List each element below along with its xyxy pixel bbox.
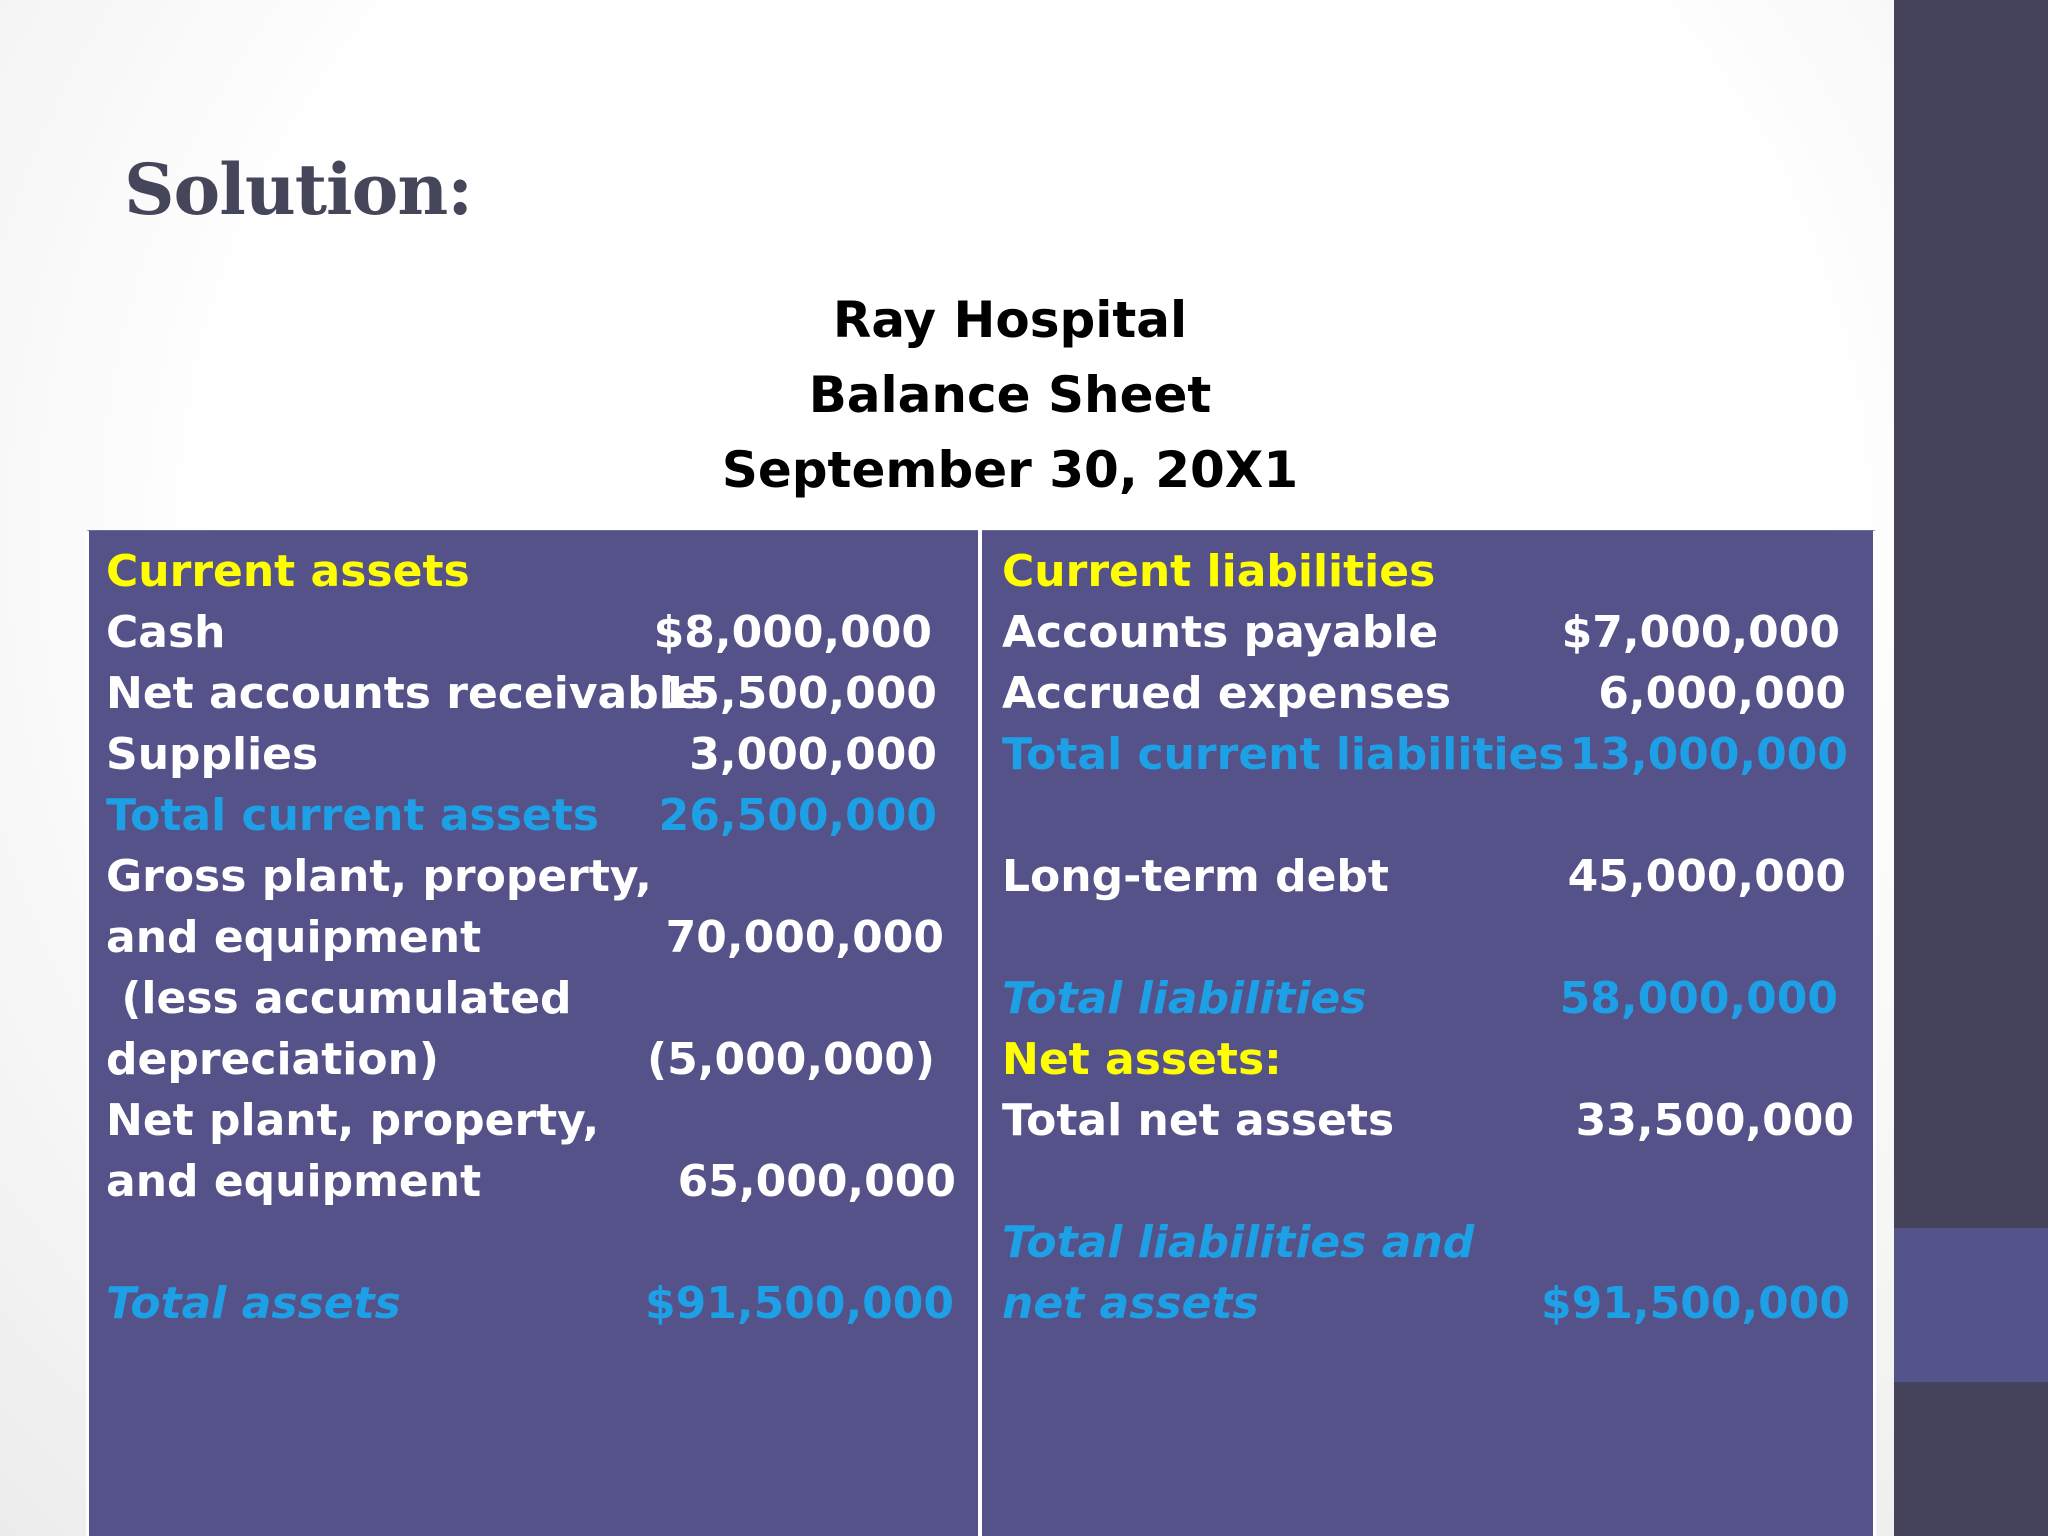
net-ppe-label-line2: and equipment (106, 1156, 482, 1207)
balance-sheet-header (86, 283, 1934, 508)
statement-name: Balance Sheet (808, 366, 1212, 424)
gross-ppe-amount: 70,000,000 (665, 912, 944, 963)
net-ppe-label-line1: Net plant, property, (106, 1095, 600, 1146)
total-current-liabilities-amount: 13,000,000 (1569, 729, 1848, 780)
gross-ppe-label-line1: Gross plant, property, (106, 851, 652, 902)
total-net-assets-label: Total net assets (1002, 1095, 1395, 1146)
total-current-liabilities-label: Total current liabilities (1002, 729, 1565, 780)
total-liabilities-amount: 58,000,000 (1559, 973, 1838, 1024)
sidebar-accent-block (1894, 1228, 2048, 1382)
organization-name: Ray Hospital (832, 291, 1188, 349)
net-ppe-amount: 65,000,000 (677, 1156, 956, 1207)
column-divider (978, 530, 982, 1536)
depreciation-label-line2: depreciation) (106, 1034, 440, 1085)
total-assets-amount: $91,500,000 (645, 1278, 954, 1329)
depreciation-label-line1: (less accumulated (106, 973, 572, 1024)
accrued-expenses-amount: 6,000,000 (1598, 668, 1846, 719)
total-liabilities-net-assets-label-line1: Total liabilities and (1002, 1217, 1475, 1268)
current-liabilities-heading: Current liabilities (1002, 546, 1436, 597)
total-net-assets-amount: 33,500,000 (1575, 1095, 1854, 1146)
receivable-amount: 15,500,000 (658, 668, 937, 719)
supplies-label: Supplies (106, 729, 319, 780)
total-current-assets-label: Total current assets (106, 790, 599, 841)
gross-ppe-label-line2: and equipment (106, 912, 482, 963)
current-assets-heading: Current assets (106, 546, 470, 597)
accounts-payable-label: Accounts payable (1002, 607, 1439, 658)
supplies-amount: 3,000,000 (689, 729, 937, 780)
receivable-label: Net accounts receivable (106, 668, 704, 719)
long-term-debt-amount: 45,000,000 (1567, 851, 1846, 902)
net-assets-heading: Net assets: (1002, 1034, 1282, 1085)
accrued-expenses-label: Accrued expenses (1002, 668, 1452, 719)
total-liabilities-label: Total liabilities (1002, 973, 1367, 1024)
total-liabilities-net-assets-amount: $91,500,000 (1541, 1278, 1850, 1329)
long-term-debt-label: Long-term debt (1002, 851, 1389, 902)
slide-title: Solution: (124, 148, 473, 231)
cash-amount: $8,000,000 (653, 607, 932, 658)
cash-label: Cash (106, 607, 226, 658)
statement-date: September 30, 20X1 (721, 441, 1299, 499)
total-assets-label: Total assets (106, 1278, 401, 1329)
total-current-assets-amount: 26,500,000 (658, 790, 937, 841)
depreciation-amount: (5,000,000) (647, 1034, 935, 1085)
accounts-payable-amount: $7,000,000 (1561, 607, 1840, 658)
total-liabilities-net-assets-label-line2: net assets (1002, 1278, 1259, 1329)
